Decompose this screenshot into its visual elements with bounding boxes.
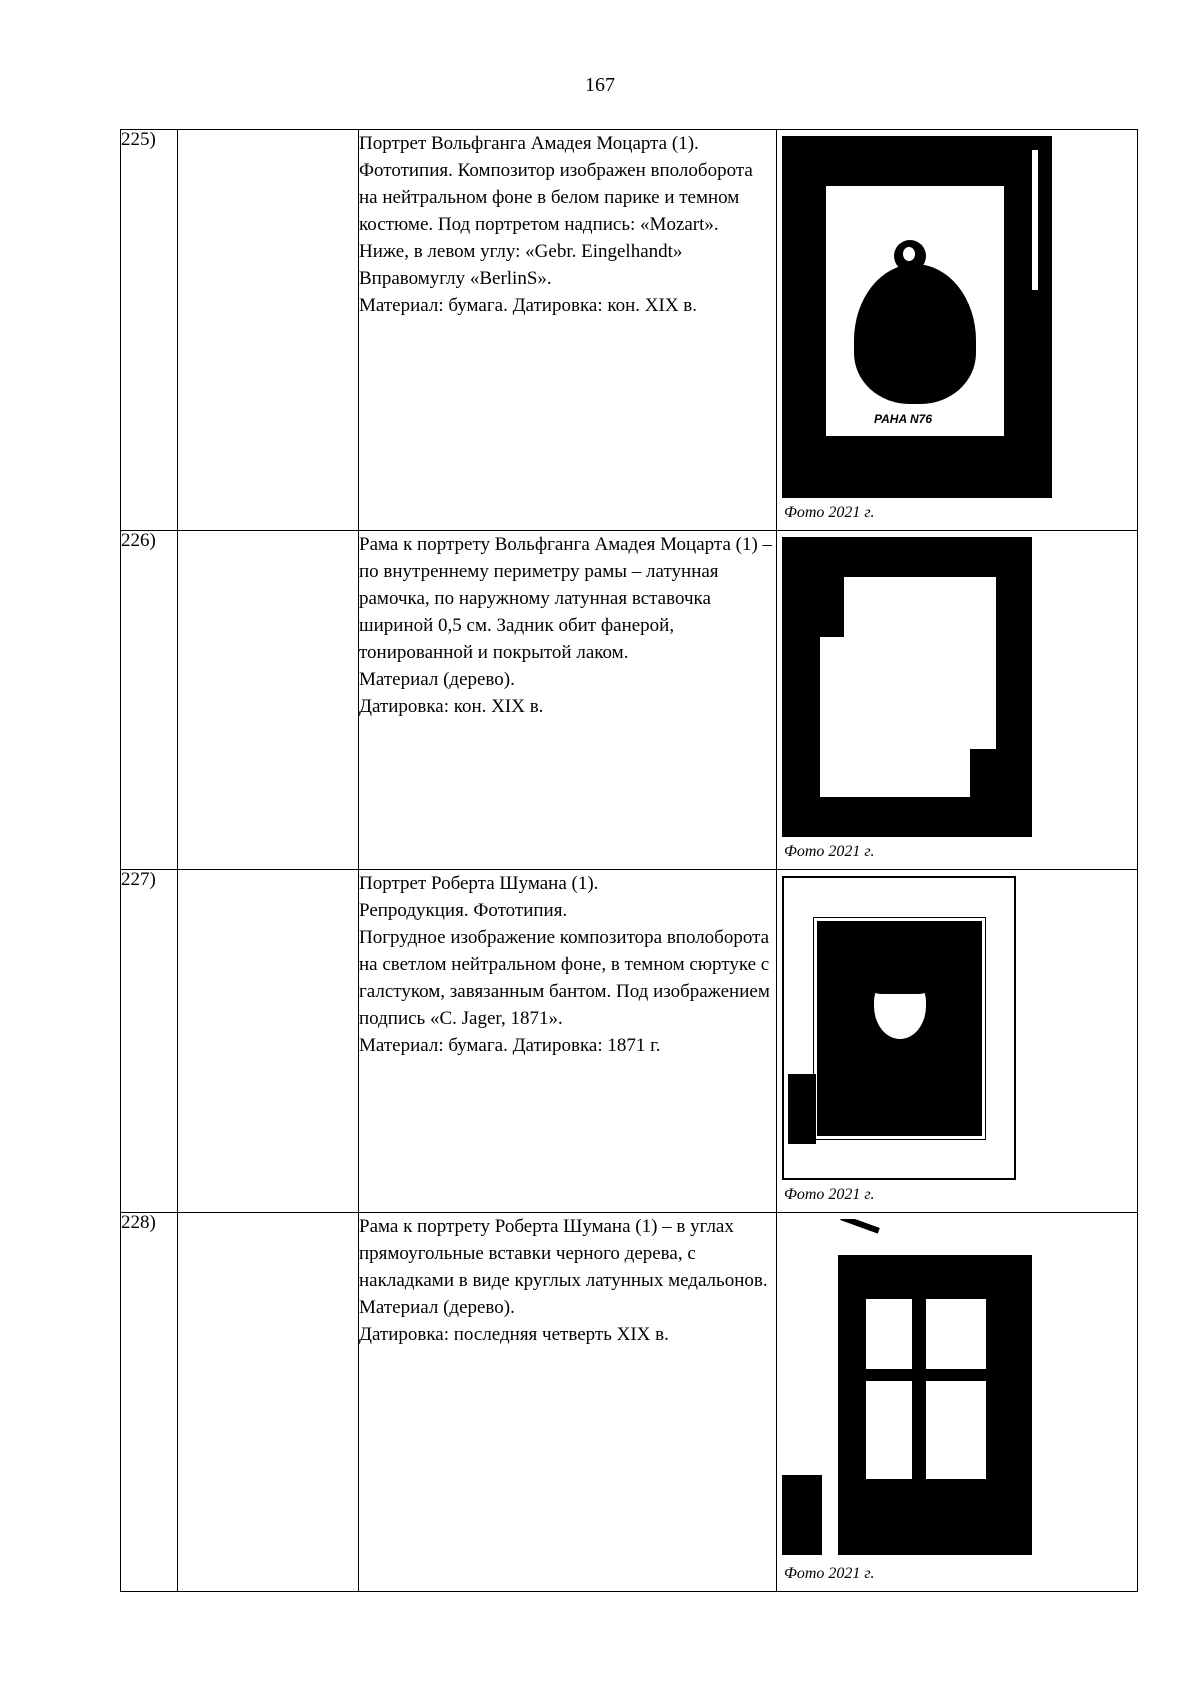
table-row bbox=[121, 870, 1138, 1213]
photo-caption: Фото 2021 г. bbox=[784, 1565, 875, 1582]
empty-cell bbox=[178, 130, 359, 531]
description-line: Рама к портрету Роберта Шумана (1) – в углах прямоугольные вставки черного дерева, с накладками в виде круглых латунных медальонов. bbox=[359, 1216, 768, 1291]
empty-cell bbox=[178, 870, 359, 1213]
photo-caption: Фото 2021 г. bbox=[784, 504, 875, 521]
page-number: 167 bbox=[585, 74, 615, 96]
catalog-table bbox=[120, 129, 1138, 1592]
description-line: Материал: бумага. Датировка: 1871 г. bbox=[359, 1035, 661, 1056]
photo-caption: Фото 2021 г. bbox=[784, 1186, 875, 1203]
description-line: Репродукция. Фототипия. bbox=[359, 900, 568, 921]
photo-cell bbox=[777, 531, 1138, 870]
description-line: Фототипия. Композитор изображен вполоборота на нейтральном фоне в белом парике и темном костюме. Под портретом надпись: «Mozart». bbox=[359, 160, 753, 235]
photo-cell bbox=[777, 130, 1138, 531]
item-number: 227) bbox=[121, 870, 178, 1213]
description-line: Ниже, в левом углу: «Gebr. Eingelhandt» bbox=[359, 241, 683, 262]
photo-cell bbox=[777, 870, 1138, 1213]
description-line: Погрудное изображение композитора вполоборота на светлом нейтральном фоне, в темном сюртуке с галстуком, завязанным бантом. Под изображением подпись «C. Jager, 1871». bbox=[359, 927, 770, 1029]
description-line: Датировка: кон. XIX в. bbox=[359, 696, 544, 717]
table-row bbox=[121, 130, 1138, 531]
item-description bbox=[359, 130, 777, 531]
table-row bbox=[121, 531, 1138, 870]
photo-mozart-frame bbox=[782, 537, 1032, 837]
photo-schumann-portrait bbox=[782, 876, 1016, 1180]
item-number: 225) bbox=[121, 130, 178, 531]
description-line: Вправомуглу «BerlinS». bbox=[359, 268, 552, 289]
empty-cell bbox=[178, 531, 359, 870]
description-line: Рама к портрету Вольфганга Амадея Моцарта (1) – по внутреннему периметру рамы – латунная рамочка, по наружному латунная вставочка шириной 0,5 см. Задник обит фанерой, тонированной и покрытой лаком. bbox=[359, 534, 773, 663]
item-description bbox=[359, 1213, 777, 1592]
table-row bbox=[121, 1213, 1138, 1592]
description-line: Портрет Роберта Шумана (1). bbox=[359, 873, 599, 894]
description-line: Материал: бумага. Датировка: кон. XIX в. bbox=[359, 295, 698, 316]
description-line: Портрет Вольфганга Амадея Моцарта (1). bbox=[359, 133, 699, 154]
description-line: Материал (дерево). bbox=[359, 669, 515, 690]
empty-cell bbox=[178, 1213, 359, 1592]
item-description bbox=[359, 531, 777, 870]
photo-caption: Фото 2021 г. bbox=[784, 843, 875, 860]
description-line: Датировка: последняя четверть XIX в. bbox=[359, 1324, 669, 1345]
item-number: 228) bbox=[121, 1213, 178, 1592]
photo-inscription: PAHA N76 bbox=[874, 412, 933, 426]
photo-schumann-frame bbox=[782, 1219, 1032, 1559]
description-line: Материал (дерево). bbox=[359, 1297, 515, 1318]
item-number: 226) bbox=[121, 531, 178, 870]
item-description bbox=[359, 870, 777, 1213]
photo-cell bbox=[777, 1213, 1138, 1592]
photo-mozart-portrait bbox=[782, 136, 1052, 498]
